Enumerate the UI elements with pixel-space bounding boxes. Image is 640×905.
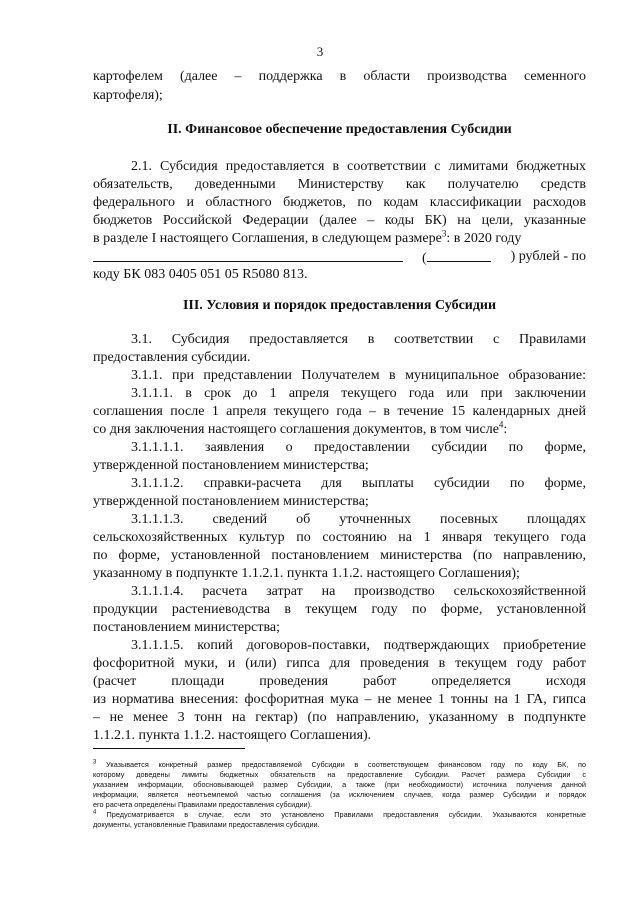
text-line <box>93 248 586 268</box>
text-segment: ) рублей - по <box>510 249 586 264</box>
text-line: (расчет площади проведения работ определяется исходя <box>93 674 586 689</box>
text-line: 3.1.1.1.5. копий договоров-поставки, подтверждающих приобретение <box>131 638 586 653</box>
footnote-mark: 4 <box>93 809 97 816</box>
text-segment: в разделе I настоящего Соглашения, в следующем размере <box>93 231 442 246</box>
text-segment: со дня заключения настоящего соглашения документов, в том числе <box>93 422 499 437</box>
text-line: продукции растениеводства в текущем году по форме, установленной <box>93 602 586 617</box>
text-line <box>93 230 586 248</box>
amount-words-blank <box>93 248 403 262</box>
page-number: 3 <box>316 44 324 59</box>
text-line: 2.1. Субсидия предоставляется в соответствии с лимитами бюджетных <box>131 159 586 174</box>
text-line: коду БК 083 0405 051 05 R5080 813. <box>93 267 308 282</box>
section-heading: III. Условия и порядок предоставления Субсидии <box>182 298 497 313</box>
text-line: 3.1.1.1.4. расчета затрат на производство сельскохозяйственной <box>131 584 586 599</box>
text-line: картофеля); <box>93 88 163 103</box>
text-line: из норматива внесения: фосфоритная мука – не менее 1 тонны на 1 ГА, гипса <box>93 692 586 707</box>
text-line: бюджетов Российской Федерации (далее – коды БК) на цели, указанные <box>93 213 586 228</box>
text-line: картофелем (далее – поддержка в области производства семенного <box>93 69 586 84</box>
footnote-ref: 4 <box>498 419 504 430</box>
footnote-line: его расчета определены Правилами предоставления субсидии). <box>93 800 313 809</box>
footnote-line: документы, установленные Правилами предоставления субсидии. <box>93 820 320 829</box>
footnote-text: Указывается конкретный размер предоставляемой Субсидии в соответствующем финансовом году по коду БК, по <box>106 760 587 769</box>
text-line: со дня заключения настоящего соглашения документов, в том числе$^4$: <box>93 419 508 437</box>
text-line: 3.1.1.1. в срок до 1 апреля текущего года или при заключении <box>131 386 586 401</box>
text-line: предоставления субсидии. <box>93 350 251 365</box>
text-line: федерального и областного бюджетов, по кодам классификации расходов <box>93 195 586 210</box>
text-line: постановлением министерства; <box>93 620 280 635</box>
text-line: фосфоритной муки, и (или) гипса для проведения в текущем году работ <box>93 656 586 671</box>
footnote-mark: 3 <box>93 759 97 766</box>
footnote-ref: 3 <box>441 228 447 239</box>
footnote-text: Предусматривается в случае, если это установлено Правилами предоставления субсидии. Указываются конкретные <box>106 810 586 819</box>
footnote-line: указанием информации, обосновывающей размер Субсидии, а также (при необходимости) источника получения данной <box>93 780 586 789</box>
footnote-line: которому доведены лимиты бюджетных обязательств на предоставление Субсидии. Расчет размера Субсидии с <box>93 770 586 779</box>
text-line: соглашения после 1 апреля текущего года – в течение 15 календарных дней <box>93 404 586 419</box>
text-line: указанному в подпункте 1.1.2.1. пункта 1.1.2. настоящего Соглашения); <box>93 566 520 581</box>
text-line: 3.1.1.1.2. справки-расчета для выплаты субсидии по форме, <box>131 476 586 491</box>
text-line: обязательств, доведенными Министерству как получателю средств <box>93 177 586 192</box>
text-segment: ( <box>422 251 427 266</box>
footnote-line: информации, является неотъемлемой частью соглашения (за исключением случаев, когда размер Субсидии и порядок <box>93 790 586 799</box>
text-segment: : в 2020 году <box>446 231 522 246</box>
text-line: 3.1.1.1.1. заявления о предоставлении субсидии по форме, <box>131 440 586 455</box>
text-line: 3.1. Субсидия предоставляется в соответствии с Правилами <box>131 332 586 347</box>
footnote-separator <box>93 748 245 749</box>
text-line: по форме, установленной постановлением министерства (по направлению, <box>93 548 586 563</box>
amount-digits-blank <box>427 248 491 262</box>
text-line: 3.1.1.1.3. сведений об уточненных посевных площадях <box>131 512 586 527</box>
section-heading: II. Финансовое обеспечение предоставления Субсидии <box>167 122 512 137</box>
text-line: 3.1.1. при представлении Получателем в муниципальное образование: <box>131 368 586 383</box>
text-line: утвержденной постановлением министерства; <box>93 494 369 509</box>
footnote-line <box>93 810 586 819</box>
text-line: – не менее 3 тонн на гектар) (по направлению, указанному в подпункте <box>93 710 586 725</box>
text-line: сельскохозяйственных культур по состоянию на 1 января текущего года <box>93 530 586 545</box>
text-line: утвержденной постановлением министерства; <box>93 458 369 473</box>
footnote-line <box>93 760 586 769</box>
text-line: 1.1.2.1. пункта 1.1.2. настоящего Соглашения). <box>93 728 372 743</box>
